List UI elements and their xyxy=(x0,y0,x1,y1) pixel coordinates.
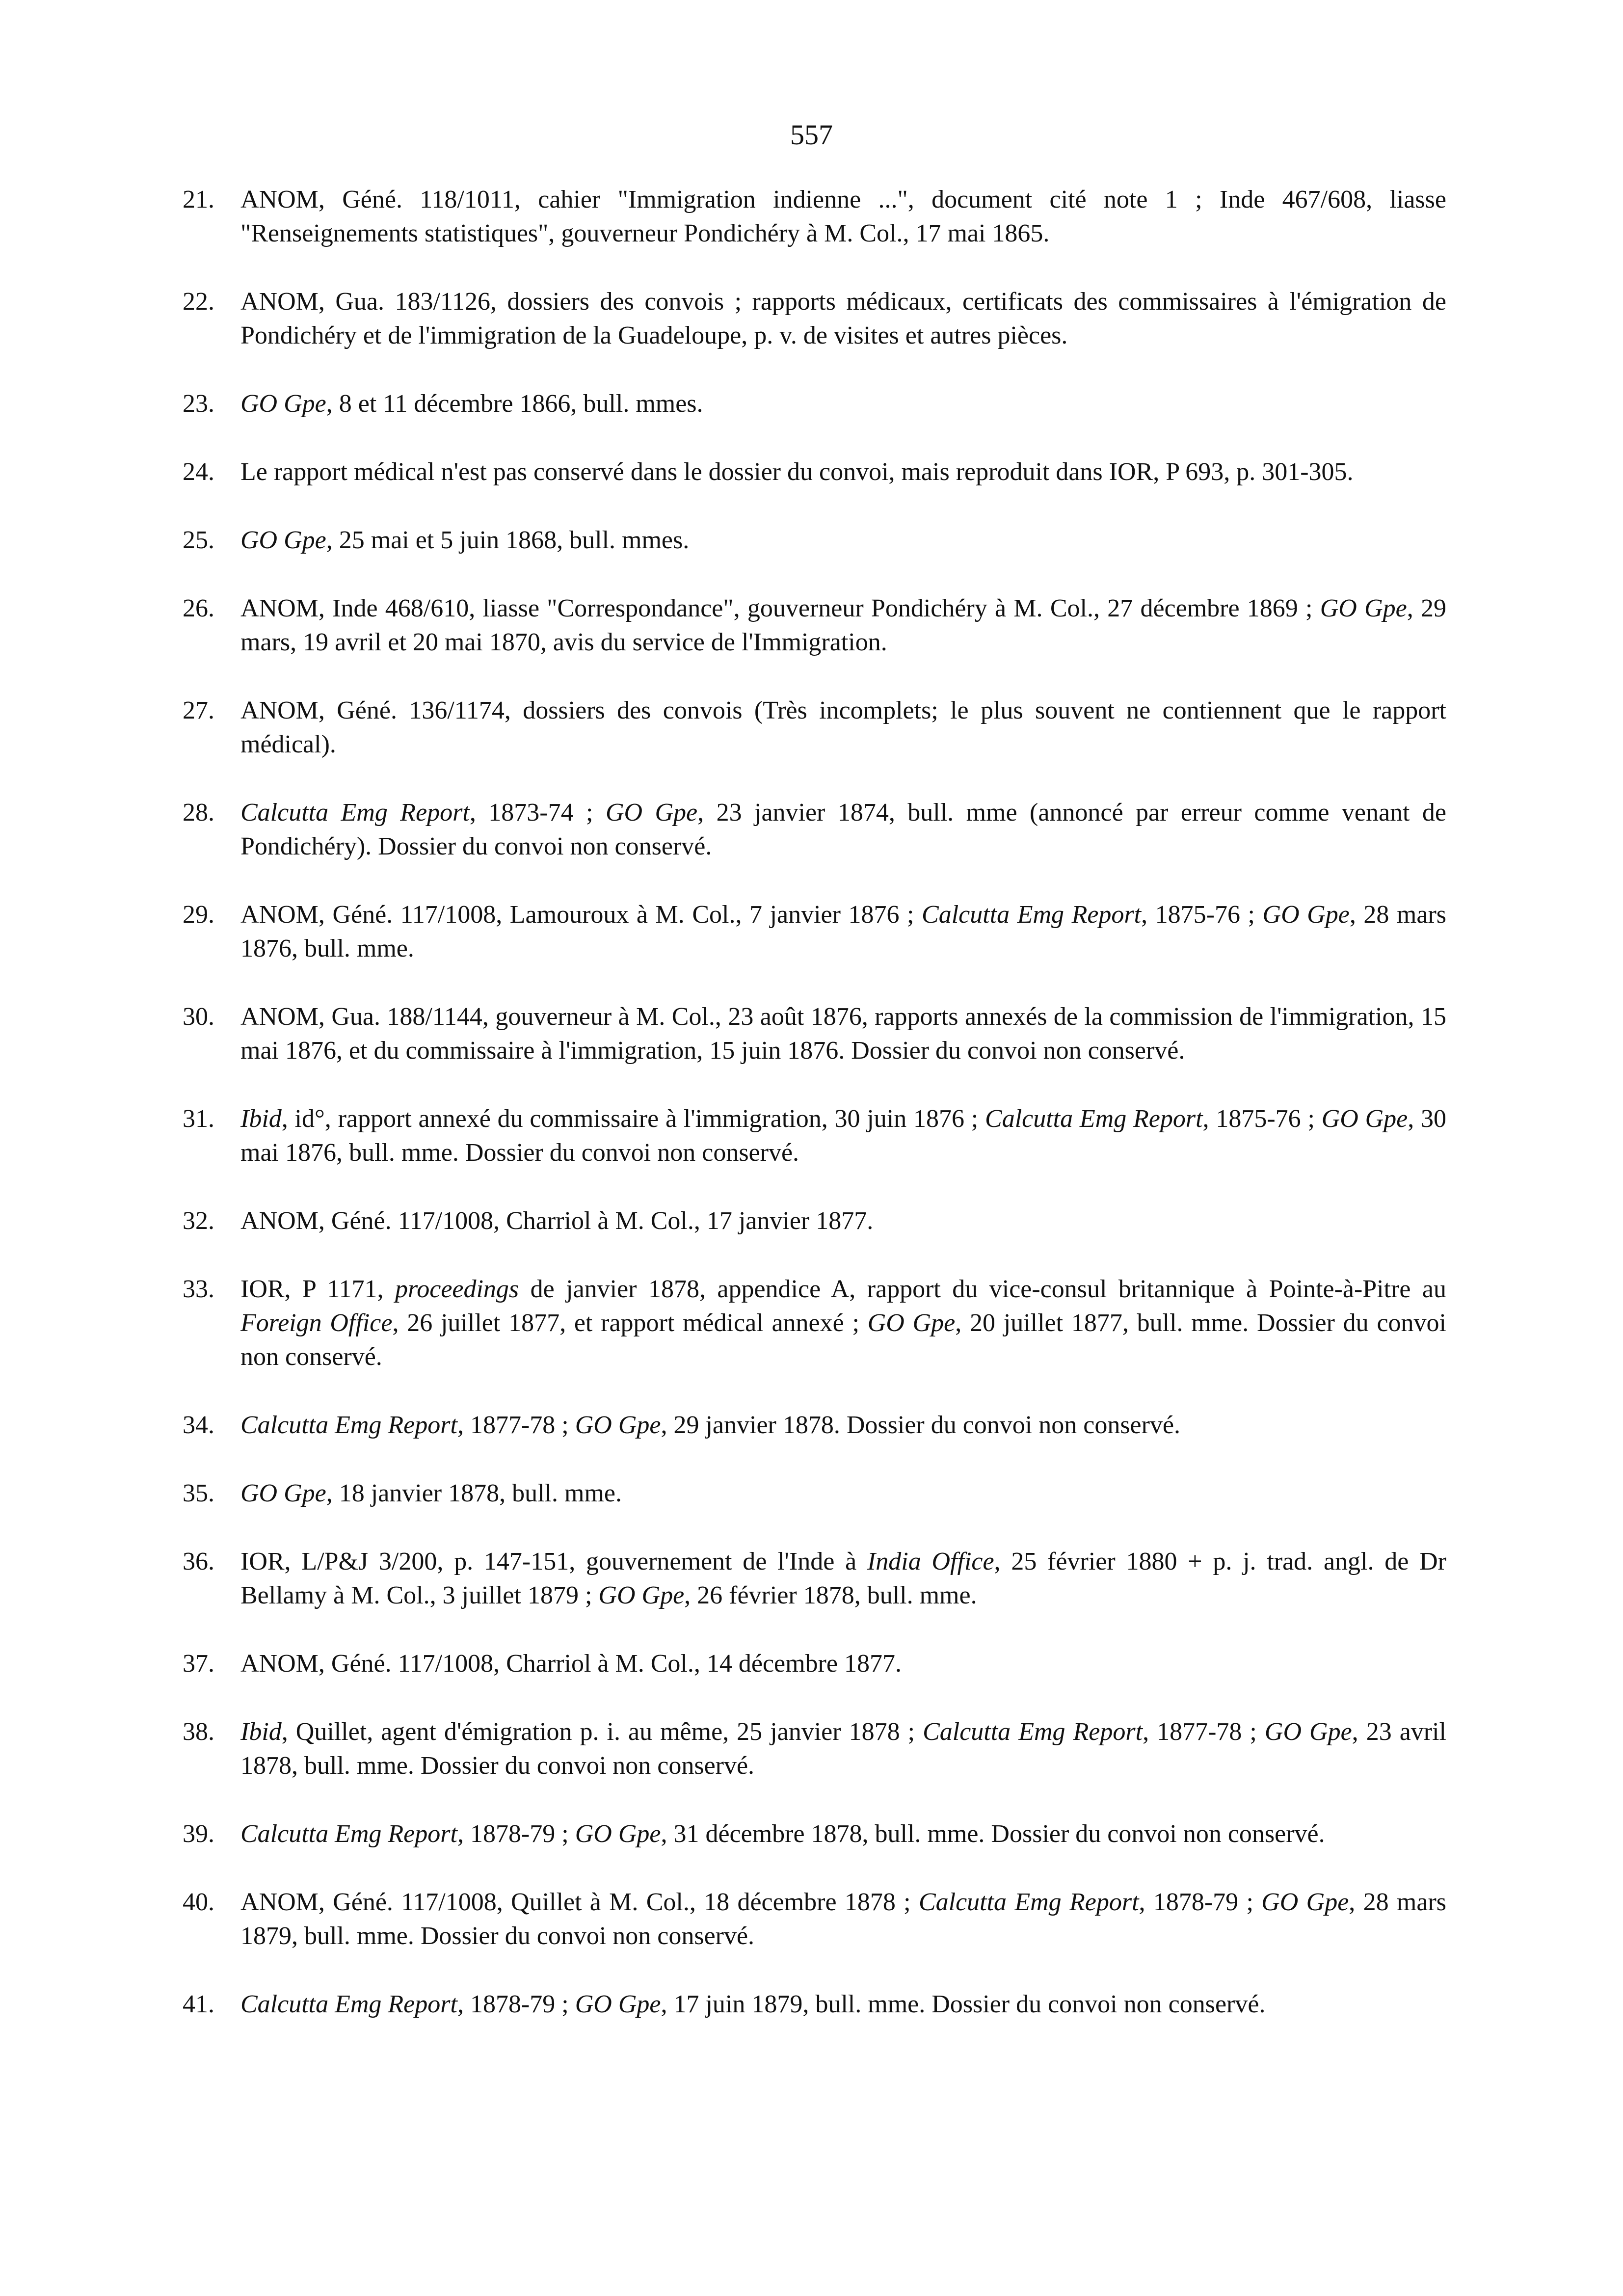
endnote-text xyxy=(240,901,1446,962)
endnote-segment: , 1878-79 ; xyxy=(457,1990,575,2018)
endnote-italic-segment: GO Gpe xyxy=(1321,1105,1408,1133)
endnote-italic-segment: Calcutta Emg Report xyxy=(985,1105,1203,1133)
endnote-italic-segment: Calcutta Emg Report xyxy=(240,1820,457,1848)
endnote-segment: , 18 janvier 1878, bull. mme. xyxy=(326,1479,622,1507)
endnote-item xyxy=(183,1647,1446,1681)
endnote-item xyxy=(183,1545,1446,1612)
endnote-segment: , 26 février 1878, bull. mme. xyxy=(684,1581,977,1609)
endnote-item xyxy=(183,898,1446,965)
endnote-segment: IOR, L/P&J 3/200, p. 147-151, gouvernement de l'Inde à xyxy=(240,1548,867,1575)
endnote-italic-segment: Calcutta Emg Report xyxy=(240,1990,457,2018)
endnote-italic-segment: GO Gpe xyxy=(240,526,326,554)
endnote-number: 32. xyxy=(183,1207,214,1235)
endnote-segment: , 1877-78 ; xyxy=(1143,1718,1265,1746)
endnote-segment: ANOM, Géné. 136/1174, dossiers des convois (Très incomplets; le plus souvent ne contiennent que le rapport médical). xyxy=(240,696,1446,758)
endnote-italic-segment: Foreign Office xyxy=(240,1309,393,1337)
endnote-text xyxy=(240,186,1446,247)
endnote-italic-segment: GO Gpe xyxy=(1261,1888,1349,1916)
endnote-text xyxy=(240,594,1446,656)
endnote-segment: ANOM, Gua. 183/1126, dossiers des convois ; rapports médicaux, certificats des commissaires à l'émigration de Pondichéry et de l'immigration de la Guadeloupe, p. v. de visites et autres pièces. xyxy=(240,288,1446,349)
endnote-number: 36. xyxy=(183,1548,214,1575)
endnote-segment: , 26 juillet 1877, et rapport médical annexé ; xyxy=(392,1309,868,1337)
endnote-italic-segment: GO Gpe xyxy=(1320,594,1407,622)
endnote-item xyxy=(183,1885,1446,1953)
endnote-segment: , 23 avril 1878, bull. mme. Dossier du convoi non conservé. xyxy=(240,1718,1447,1780)
endnote-italic-segment: GO Gpe xyxy=(575,1411,661,1439)
endnote-italic-segment: GO Gpe xyxy=(867,1309,956,1337)
endnote-segment: , 28 mars 1876, bull. mme. xyxy=(240,901,1447,962)
endnote-segment: , 1875-76 ; xyxy=(1202,1105,1322,1133)
endnote-segment: ANOM, Gua. 188/1144, gouverneur à M. Col., 23 août 1876, rapports annexés de la commission de l'immigration, 15 mai 1876, et du commissaire à l'immigration, 15 juin 1876. Dossier du convoi non conservé. xyxy=(240,1003,1446,1065)
page-number: 557 xyxy=(790,119,833,151)
endnote-number: 39. xyxy=(183,1820,214,1848)
endnote-italic-segment: GO Gpe xyxy=(240,390,326,418)
endnote-number: 38. xyxy=(183,1718,214,1746)
endnote-italic-segment: Calcutta Emg Report xyxy=(922,901,1142,929)
endnote-number: 25. xyxy=(183,526,214,554)
endnote-italic-segment: Calcutta Emg Report xyxy=(918,1888,1139,1916)
endnote-number: 22. xyxy=(183,288,214,316)
endnote-number: 41. xyxy=(183,1990,214,2018)
endnote-text xyxy=(240,1820,1325,1848)
endnote-italic-segment: GO Gpe xyxy=(1264,1718,1352,1746)
endnote-number: 33. xyxy=(183,1275,214,1303)
endnote-segment: , 1878-79 ; xyxy=(457,1820,575,1848)
endnote-segment: ANOM, Géné. 117/1008, Charriol à M. Col., 17 janvier 1877. xyxy=(240,1207,874,1235)
endnote-number: 26. xyxy=(183,594,214,622)
endnote-segment: Le rapport médical n'est pas conservé dans le dossier du convoi, mais reproduit dans IOR, P 693, p. 301-305. xyxy=(240,458,1354,486)
endnote-segment: de janvier 1878, appendice A, rapport du vice-consul britannique à Pointe-à-Pitre au xyxy=(519,1275,1446,1303)
endnote-number: 35. xyxy=(183,1479,214,1507)
endnote-item xyxy=(183,796,1446,863)
endnote-number: 21. xyxy=(183,186,214,214)
endnote-italic-segment: GO Gpe xyxy=(605,799,698,827)
endnote-italic-segment: Calcutta Emg Report xyxy=(923,1718,1143,1746)
endnotes-list xyxy=(183,183,1446,2056)
endnote-segment: , 1878-79 ; xyxy=(1139,1888,1262,1916)
endnote-segment: , 17 juin 1879, bull. mme. Dossier du convoi non conservé. xyxy=(661,1990,1266,2018)
endnote-text xyxy=(240,1888,1446,1950)
endnote-segment: , 29 mars, 19 avril et 20 mai 1870, avis du service de l'Immigration. xyxy=(240,594,1446,656)
endnote-text xyxy=(240,1718,1446,1780)
endnote-item xyxy=(183,694,1446,761)
endnote-item xyxy=(183,285,1446,352)
endnote-number: 24. xyxy=(183,458,214,486)
endnote-segment: , 29 janvier 1878. Dossier du convoi non conservé. xyxy=(661,1411,1181,1439)
endnote-segment: ANOM, Inde 468/610, liasse "Correspondance", gouverneur Pondichéry à M. Col., 27 décembre 1869 ; xyxy=(240,594,1320,622)
endnote-segment: , 25 février 1880 + p. j. trad. angl. de Dr Bellamy à M. Col., 3 juillet 1879 ; xyxy=(240,1548,1446,1609)
endnote-segment: ANOM, Géné. 117/1008, Charriol à M. Col., 14 décembre 1877. xyxy=(240,1650,902,1678)
endnote-text xyxy=(240,1479,622,1507)
endnote-number: 30. xyxy=(183,1003,214,1031)
endnote-segment: , 1873-74 ; xyxy=(469,799,606,827)
endnote-segment: , 23 janvier 1874, bull. mme (annoncé par erreur comme venant de Pondichéry). Dossier du convoi non conservé. xyxy=(240,799,1447,860)
endnote-text xyxy=(240,1105,1446,1167)
endnote-italic-segment: GO Gpe xyxy=(575,1990,661,2018)
endnote-item xyxy=(183,1476,1446,1510)
endnote-item xyxy=(183,387,1446,421)
endnote-segment: , 31 décembre 1878, bull. mme. Dossier du convoi non conservé. xyxy=(661,1820,1325,1848)
endnote-segment: , 30 mai 1876, bull. mme. Dossier du convoi non conservé. xyxy=(240,1105,1447,1167)
endnote-text xyxy=(240,526,689,554)
endnote-number: 31. xyxy=(183,1105,214,1133)
endnote-number: 34. xyxy=(183,1411,214,1439)
endnote-italic-segment: Calcutta Emg Report xyxy=(240,799,470,827)
endnote-item xyxy=(183,183,1446,250)
endnote-item xyxy=(183,1408,1446,1442)
endnote-segment: ANOM, Géné. 117/1008, Lamouroux à M. Col., 7 janvier 1876 ; xyxy=(240,901,922,929)
endnote-number: 28. xyxy=(183,799,214,827)
endnote-italic-segment: Ibid xyxy=(240,1105,282,1133)
endnote-segment: , 1875-76 ; xyxy=(1141,901,1263,929)
endnote-item xyxy=(183,1817,1446,1851)
endnote-number: 27. xyxy=(183,696,214,724)
endnote-text xyxy=(240,1275,1446,1371)
endnote-item xyxy=(183,1204,1446,1238)
endnote-text xyxy=(240,1990,1265,2018)
endnote-item xyxy=(183,1715,1446,1783)
endnote-number: 29. xyxy=(183,901,214,929)
endnote-italic-segment: GO Gpe xyxy=(1262,901,1350,929)
endnote-segment: ANOM, Géné. 117/1008, Quillet à M. Col., 18 décembre 1878 ; xyxy=(240,1888,919,1916)
endnote-text xyxy=(240,799,1446,860)
endnote-segment: , 20 juillet 1877, bull. mme. Dossier du convoi non conservé. xyxy=(240,1309,1446,1371)
endnote-text xyxy=(240,1207,873,1235)
endnote-item xyxy=(183,523,1446,557)
endnote-italic-segment: Calcutta Emg Report xyxy=(240,1411,457,1439)
endnote-text xyxy=(240,1650,902,1678)
endnote-segment: , Quillet, agent d'émigration p. i. au même, 25 janvier 1878 ; xyxy=(281,1718,923,1746)
endnote-text xyxy=(240,458,1354,486)
endnote-text xyxy=(240,1003,1446,1065)
endnote-italic-segment: India Office xyxy=(867,1548,994,1575)
endnote-item xyxy=(183,1987,1446,2021)
endnote-segment: , 25 mai et 5 juin 1868, bull. mmes. xyxy=(326,526,690,554)
endnote-text xyxy=(240,1548,1446,1609)
endnote-text xyxy=(240,696,1446,758)
endnote-italic-segment: GO Gpe xyxy=(575,1820,661,1848)
endnote-italic-segment: GO Gpe xyxy=(240,1479,326,1507)
endnote-number: 40. xyxy=(183,1888,214,1916)
endnote-item xyxy=(183,591,1446,659)
endnote-item xyxy=(183,1102,1446,1170)
endnote-segment: IOR, P 1171, xyxy=(240,1275,395,1303)
endnote-segment: , 28 mars 1879, bull. mme. Dossier du convoi non conservé. xyxy=(240,1888,1446,1950)
endnote-italic-segment: Ibid xyxy=(240,1718,282,1746)
endnote-text xyxy=(240,390,703,418)
endnote-number: 37. xyxy=(183,1650,214,1678)
endnote-italic-segment: proceedings xyxy=(395,1275,519,1303)
endnote-item xyxy=(183,1000,1446,1068)
endnote-text xyxy=(240,288,1446,349)
endnote-item xyxy=(183,455,1446,489)
endnote-number: 23. xyxy=(183,390,214,418)
endnote-segment: , 1877-78 ; xyxy=(457,1411,575,1439)
endnote-segment: , id°, rapport annexé du commissaire à l'immigration, 30 juin 1876 ; xyxy=(281,1105,985,1133)
endnote-segment: , 8 et 11 décembre 1866, bull. mmes. xyxy=(326,390,703,418)
endnote-segment: ANOM, Géné. 118/1011, cahier "Immigration indienne ...", document cité note 1 ; Inde 467/608, liasse "Renseignements statistiques", gouverneur Pondichéry à M. Col., 17 mai 1865. xyxy=(240,186,1446,247)
endnote-italic-segment: GO Gpe xyxy=(598,1581,685,1609)
endnote-item xyxy=(183,1272,1446,1374)
endnote-text xyxy=(240,1411,1180,1439)
